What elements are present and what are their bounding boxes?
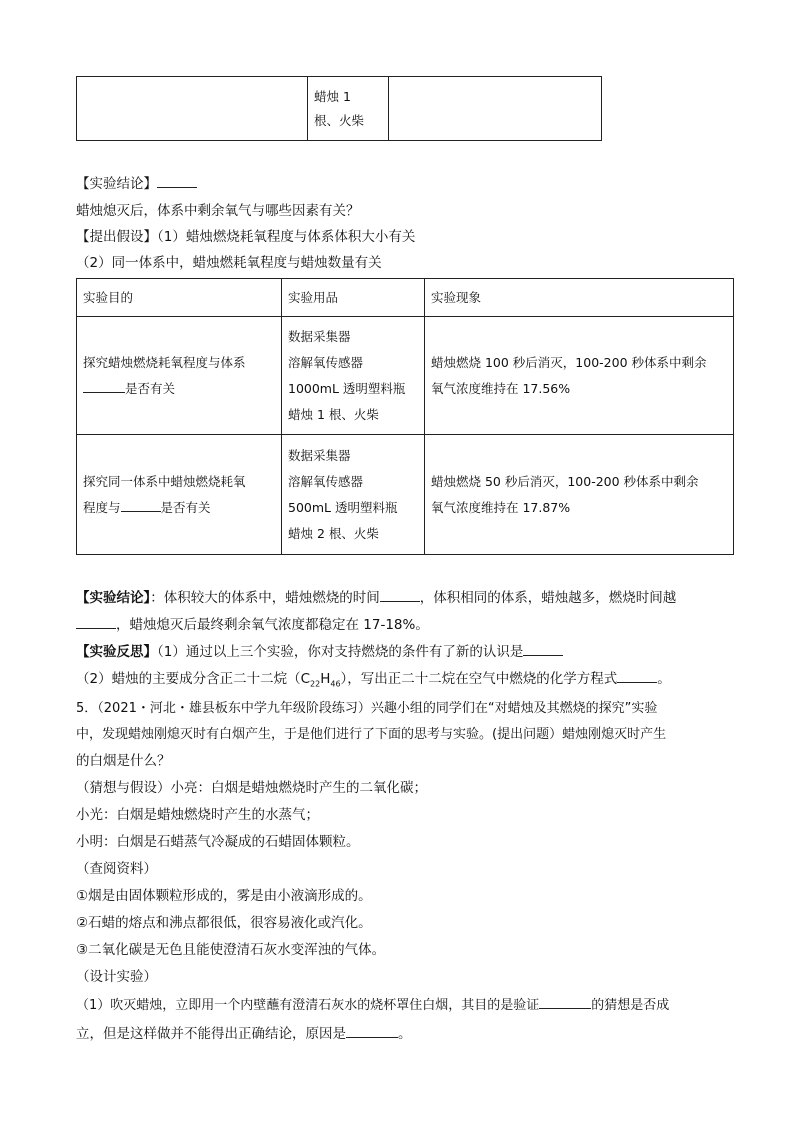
text: ），写出正二十二烷在空气中燃烧的化学方程式 (340, 671, 618, 687)
items-cell (282, 317, 425, 435)
cell-line: 氧气浓度维持在 17.87% (431, 499, 571, 515)
text: H (320, 671, 331, 687)
text: ，体积相同的体系，蜡烛越多，燃烧时间越 (419, 590, 677, 606)
result-cell (425, 317, 734, 435)
guess-line: 小光：白烟是蜡烛燃烧时产生的水蒸气； (76, 807, 319, 823)
answer-blank[interactable] (121, 497, 161, 512)
conclusion-line (76, 172, 736, 192)
hypothesis-line (76, 225, 736, 245)
question-5-line: 的白烟是什么？ (76, 753, 171, 769)
cell-line: 蜡烛 1 根、火柴 (288, 406, 379, 422)
info-label: （查阅资料） (76, 861, 157, 877)
cell-line: 500mL 透明塑料瓶 (288, 499, 398, 515)
cell-line (83, 495, 275, 521)
text: ，蜡烛熄灭后最终剩余氧气浓度都稳定在 17-18%。 (116, 617, 429, 633)
cell-line: 数据采集器 (288, 447, 351, 463)
answer-blank[interactable] (617, 668, 657, 683)
answer-blank[interactable] (539, 994, 591, 1009)
table-row (77, 435, 734, 555)
cell-line: 数据采集器 (288, 328, 351, 344)
cell-text: 是否有关 (125, 380, 176, 396)
section-label: 【提出假设】 (76, 229, 157, 245)
cell-line: 探究同一体系中蜡烛燃烧耗氧 (83, 473, 246, 489)
table-cell-empty (77, 77, 308, 141)
hypothesis-text: （1）蜡烛燃烧耗氧程度与体系体积大小有关 (157, 229, 416, 245)
cell-line: 蜡烛燃烧 50 秒后消灭，100-200 秒体系中剩余 (431, 473, 699, 489)
reflection-line-2 (76, 667, 736, 689)
column-header: 实验用品 (282, 279, 425, 317)
question-5-line: 5．（2021・河北・雄县板东中学九年级阶段练习）兴趣小组的同学们在“对蜡烛及其燃烧的探究”实验 (76, 701, 658, 716)
table-row (77, 77, 602, 141)
text: 的猜想是否成 (591, 998, 670, 1013)
subscript: 22 (310, 679, 321, 689)
table-header-row (77, 279, 734, 317)
reflection-line (76, 640, 736, 660)
design-line (76, 994, 736, 1013)
cell-line: 氧气浓度维持在 17.56% (431, 380, 571, 396)
column-header: 实验目的 (77, 279, 282, 317)
answer-blank[interactable] (157, 173, 197, 188)
text: （1）通过以上三个实验，你对支持燃烧的条件有了新的认识是 (157, 644, 524, 660)
experiment-table (76, 278, 734, 555)
guess-line: 小明：白烟是石蜡蒸气冷凝成的石蜡固体颗粒。 (76, 834, 360, 850)
guess-line: （猜想与假设）小亮：白烟是蜡烛燃烧时产生的二氧化碳； (76, 780, 427, 796)
text: （1）吹灭蜡烛，立即用一个内壁蘸有澄清石灰水的烧杯罩住白烟，其目的是验证 (76, 998, 540, 1013)
section-label: 【实验结论】 (76, 176, 157, 192)
text: ：体积较大的体系中，蜡烛燃烧的时间 (150, 590, 380, 606)
conclusion-line-2 (76, 613, 736, 633)
section-label: 【实验反思】 (76, 644, 157, 660)
table-cell-empty (389, 77, 602, 141)
info-line: ②石蜡的熔点和沸点都很低，很容易液化或汽化。 (76, 915, 372, 931)
cell-line: 蜡烛 1 (314, 88, 351, 104)
design-line-2 (76, 1022, 736, 1042)
subscript: 46 (330, 679, 341, 689)
cell-line: 溶解氧传感器 (288, 354, 364, 370)
conclusion-line (76, 586, 736, 606)
hypothesis-line-2: （2）同一体系中，蜡烛燃耗氧程度与蜡烛数量有关 (76, 255, 382, 271)
question-5-line: 中，发现蜡烛刚熄灭时有白烟产生，于是他们进行了下面的思考与实验。(提出问题）蜡烛刚熄灭时产生 (76, 727, 667, 742)
question-line: 蜡烛熄灭后，体系中剩余氧气与哪些因素有关？ (76, 203, 360, 219)
info-line: ①烟是由固体颗粒形成的，雾是由小液滴形成的。 (76, 888, 372, 904)
table-row (77, 317, 734, 435)
cell-text: 程度与 (83, 499, 121, 515)
cell-line: 溶解氧传感器 (288, 473, 364, 489)
text: 立，但是这样做并不能得出正确结论，原因是 (76, 1026, 346, 1042)
experiment-table-continued (76, 76, 602, 141)
result-cell (425, 435, 734, 555)
cell-line: 蜡烛燃烧 100 秒后消灭，100-200 秒体系中剩余 (431, 354, 707, 370)
cell-text: 是否有关 (160, 499, 211, 515)
info-line: ③二氧化碳是无色且能使澄清石灰水变浑浊的气体。 (76, 942, 386, 958)
answer-blank[interactable] (380, 587, 420, 602)
table-cell-items (308, 77, 389, 141)
answer-blank[interactable] (346, 1023, 398, 1038)
cell-line: 1000mL 透明塑料瓶 (288, 380, 406, 396)
text: 。 (657, 671, 671, 687)
column-header: 实验现象 (425, 279, 734, 317)
design-label: （设计实验） (76, 969, 157, 985)
text: （2）蜡烛的主要成分含正二十二烷（C (76, 671, 311, 687)
purpose-cell (77, 435, 282, 555)
cell-line (83, 376, 275, 402)
section-label: 【实验结论】 (76, 590, 151, 606)
answer-blank[interactable] (523, 641, 563, 656)
answer-blank[interactable] (83, 378, 125, 393)
purpose-cell (77, 317, 282, 435)
cell-line: 探究蜡烛燃烧耗氧程度与体系 (83, 354, 246, 370)
cell-line: 蜡烛 2 根、火柴 (288, 525, 379, 541)
answer-blank[interactable] (76, 614, 116, 629)
text: 。 (398, 1026, 412, 1042)
cell-line: 根、火柴 (314, 112, 365, 128)
items-cell (282, 435, 425, 555)
